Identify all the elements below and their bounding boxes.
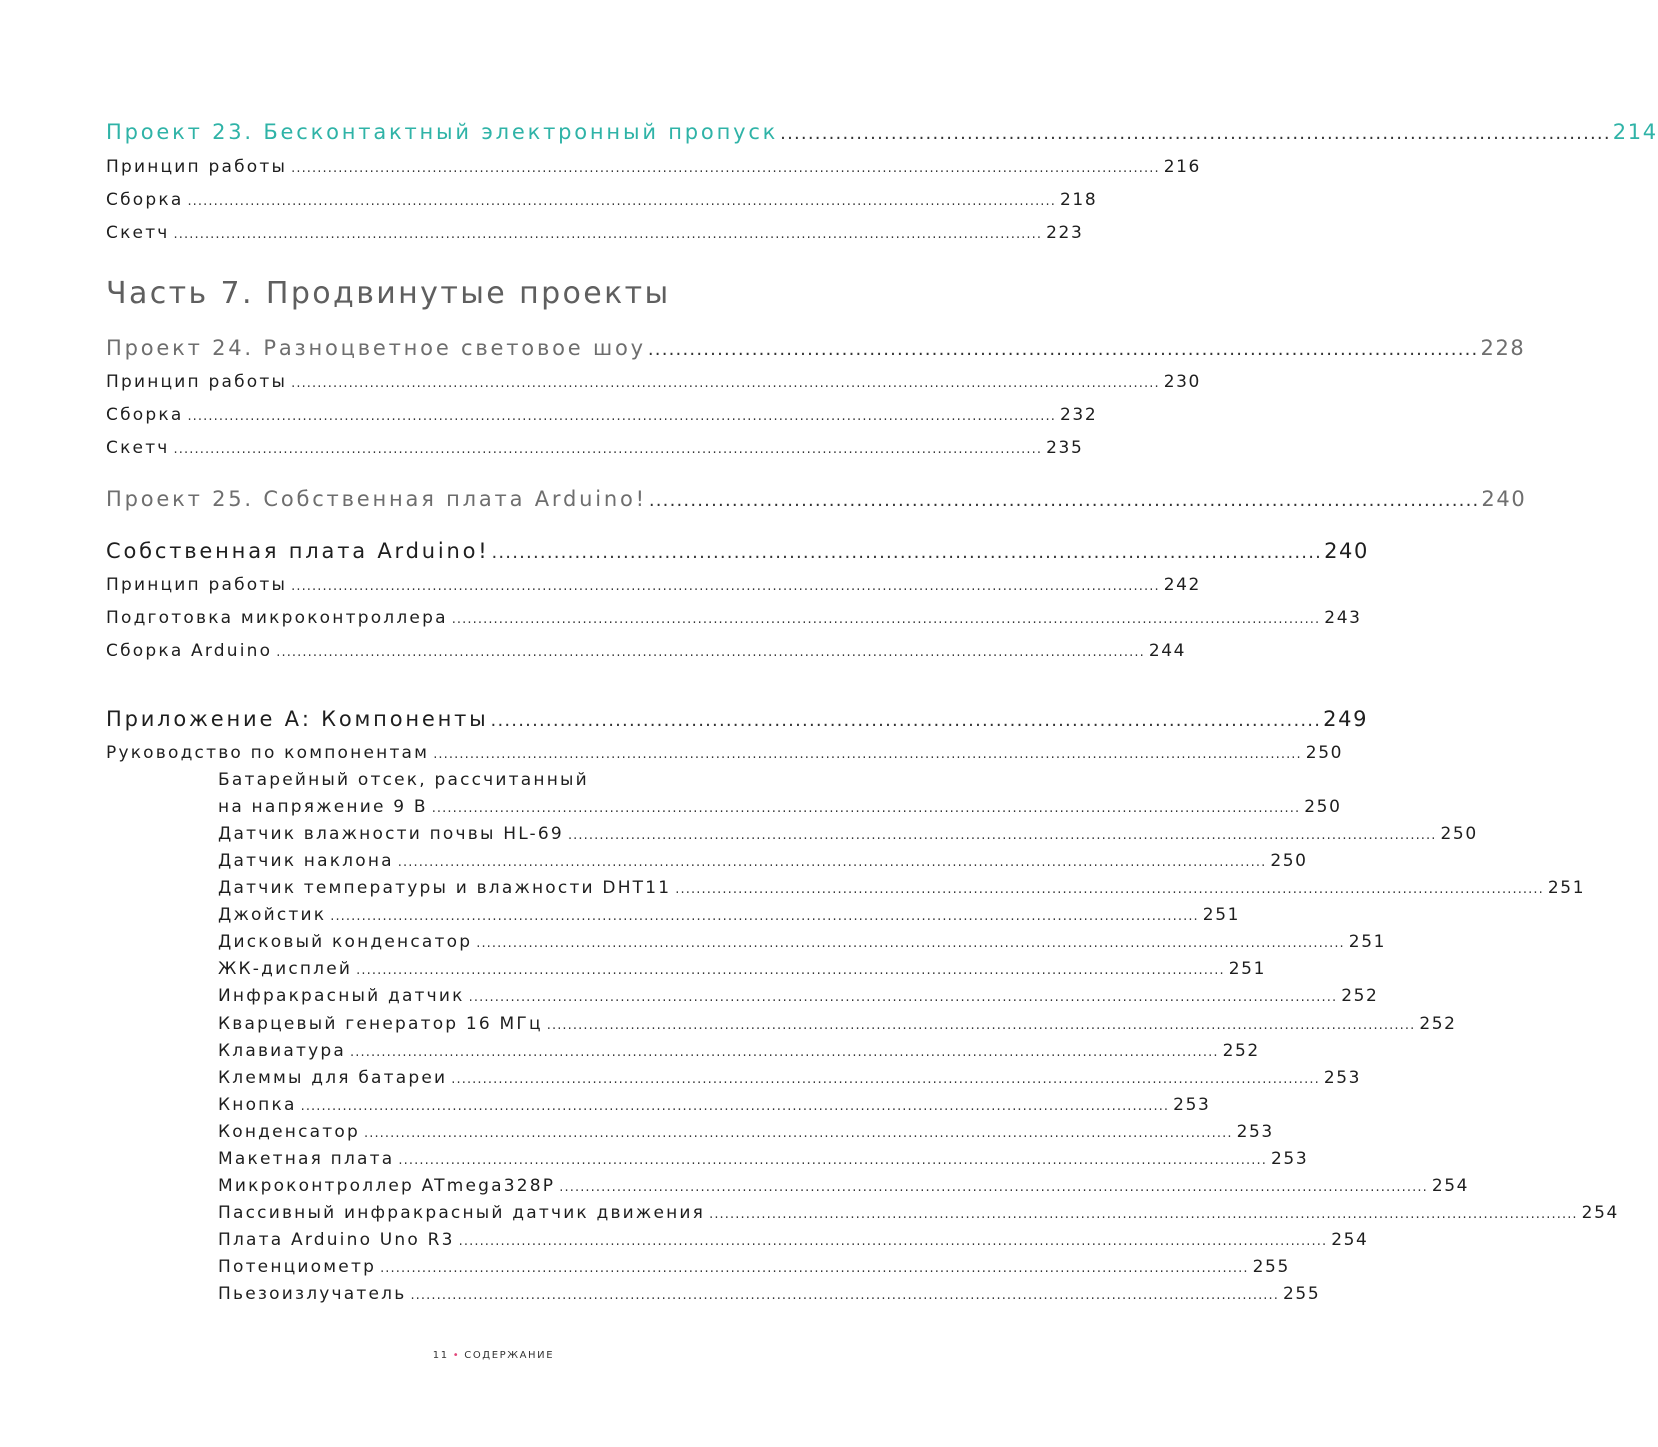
leader-dots: ......................................................................................................................................................................: [431, 801, 1301, 816]
leader-dots: ......................................................................................................................................................................: [173, 442, 1043, 457]
toc-entry[interactable]: [106, 190, 1098, 210]
leader-dots: ........................................................................................................................: [780, 123, 1611, 144]
toc-entry-title: Скетч: [106, 223, 170, 243]
leader-dots: ......................................................................................................................................................................: [567, 828, 1437, 843]
toc-entry[interactable]: [106, 743, 1344, 763]
toc-entry-page: 230: [1163, 372, 1201, 392]
toc-entry-title: Проект 25. Собственная плата Arduino!: [106, 487, 647, 511]
section-name: СОДЕРЖАНИЕ: [464, 1350, 555, 1361]
leader-dots: ......................................................................................................................................................................: [363, 1126, 1233, 1141]
leader-dots: ......................................................................................................................................................................: [291, 376, 1160, 391]
leader-dots: ......................................................................................................................................................................: [356, 963, 1225, 978]
toc-entry[interactable]: [218, 905, 1241, 925]
toc-entry-title: Принцип работы: [106, 372, 288, 392]
toc-entry-page: 250: [1305, 743, 1344, 763]
toc-entry[interactable]: [106, 405, 1098, 425]
toc-entry-page: 251: [1348, 932, 1387, 952]
toc-entry-title: Принцип работы: [106, 575, 288, 595]
toc-entry-page: 240: [1481, 487, 1527, 511]
leader-dots: ......................................................................................................................................................................: [300, 1099, 1170, 1114]
toc-entry-appendix-a[interactable]: [106, 707, 1369, 731]
toc-entry-project-23[interactable]: [106, 120, 1658, 144]
toc-entry-page: 223: [1046, 223, 1084, 243]
toc-entry[interactable]: [218, 986, 1379, 1006]
toc-entry-page: 255: [1283, 1284, 1321, 1304]
toc-entry-page: 254: [1431, 1176, 1470, 1196]
toc-entry-page: 249: [1323, 707, 1369, 731]
toc-entry[interactable]: [218, 797, 1342, 817]
toc-entry-page: 253: [1173, 1095, 1211, 1115]
toc-entry-title: на напряжение 9 В: [218, 797, 428, 817]
toc-entry[interactable]: [218, 878, 1586, 898]
toc-entry[interactable]: [218, 851, 1308, 871]
toc-entry-title: Сборка: [106, 190, 184, 210]
leader-dots: ......................................................................................................................................................................: [173, 227, 1043, 242]
leader-dots: ......................................................................................................................................................................: [276, 645, 1145, 660]
toc-entry-page: 254: [1331, 1230, 1369, 1250]
toc-entry-title: Датчик наклона: [218, 851, 394, 871]
toc-entry[interactable]: [106, 641, 1187, 661]
toc-entry[interactable]: [218, 1014, 1457, 1034]
toc-entry-title: Потенциометр: [218, 1257, 377, 1277]
toc-entry-title: Датчик влажности почвы HL-69: [218, 824, 564, 844]
toc-entry[interactable]: [218, 1068, 1362, 1088]
leader-dots: ........................................................................................................................: [490, 710, 1322, 731]
toc-entry[interactable]: [106, 608, 1362, 628]
toc-entry[interactable]: [218, 1203, 1619, 1223]
toc-entry-page: 214: [1612, 120, 1658, 144]
toc-entry-page: 232: [1060, 405, 1098, 425]
toc-entry-page: 252: [1222, 1041, 1260, 1061]
toc-entry-title: Скетч: [106, 438, 170, 458]
toc-entry-title: Макетная плата: [218, 1149, 395, 1169]
leader-dots: ......................................................................................................................................................................: [458, 1234, 1328, 1249]
toc-entry-project-25[interactable]: [106, 487, 1527, 511]
toc-entry-title: Инфракрасный датчик: [218, 986, 465, 1006]
toc-entry-page: 218: [1060, 190, 1098, 210]
leader-dots: ......................................................................................................................................................................: [291, 161, 1160, 176]
toc-entry-own-board[interactable]: [106, 539, 1369, 563]
toc-entry-title: Клавиатура: [218, 1041, 347, 1061]
toc-entry-title: Сборка: [106, 405, 184, 425]
toc-entry-title: Проект 23. Бесконтактный электронный пропуск: [106, 120, 779, 144]
toc-entry-page: 250: [1270, 851, 1308, 871]
toc-entry-title: Пассивный инфракрасный датчик движения: [218, 1203, 706, 1223]
toc-entry-page: 254: [1581, 1203, 1619, 1223]
toc-entry-page: 251: [1547, 878, 1586, 898]
leader-dots: ......................................................................................................................................................................: [451, 1072, 1320, 1087]
toc-entry-title: Собственная плата Arduino!: [106, 539, 490, 563]
toc-entry-page: 251: [1228, 959, 1266, 979]
toc-entry-title: Микроконтроллер ATmega328P: [218, 1176, 556, 1196]
leader-dots: ......................................................................................................................................................................: [433, 747, 1302, 762]
leader-dots: ......................................................................................................................................................................: [350, 1045, 1219, 1060]
toc-entry[interactable]: [218, 1041, 1260, 1061]
leader-dots: ......................................................................................................................................................................: [451, 612, 1321, 627]
toc-entry-page: 244: [1148, 641, 1187, 661]
toc-entry-title: Проект 24. Разноцветное световое шоу: [106, 336, 646, 360]
leader-dots: ......................................................................................................................................................................: [398, 1153, 1267, 1168]
leader-dots: ......................................................................................................................................................................: [397, 855, 1267, 870]
toc-entry-title: Конденсатор: [218, 1122, 360, 1142]
toc-entry-title: Кнопка: [218, 1095, 297, 1115]
leader-dots: ........................................................................................................................: [647, 339, 1479, 360]
toc-entry-title: Руководство по компонентам: [106, 743, 430, 763]
toc-entry-page: 253: [1236, 1122, 1274, 1142]
toc-entry-page: 242: [1163, 575, 1201, 595]
leader-dots: ......................................................................................................................................................................: [187, 194, 1057, 209]
toc-entry-page: 235: [1046, 438, 1084, 458]
toc-entry[interactable]: [218, 959, 1266, 979]
leader-dots: ......................................................................................................................................................................: [291, 579, 1160, 594]
toc-entry-page: 255: [1252, 1257, 1290, 1277]
toc-entry[interactable]: [106, 223, 1084, 243]
toc-entry-page: 240: [1324, 539, 1369, 563]
leader-dots: ......................................................................................................................................................................: [559, 1180, 1428, 1195]
leader-dots: ......................................................................................................................................................................: [380, 1261, 1249, 1276]
toc-entry-title: Датчик температуры и влажности DHT11: [218, 878, 672, 898]
toc-entry-title: Подготовка микроконтроллера: [106, 608, 448, 628]
toc-entry[interactable]: [218, 1149, 1309, 1169]
toc-entry[interactable]: [218, 1230, 1369, 1250]
toc-entry-title: Кварцевый генератор 16 МГц: [218, 1014, 543, 1034]
toc-entry[interactable]: [218, 932, 1387, 952]
leader-dots: ......................................................................................................................................................................: [187, 409, 1057, 424]
toc-entry[interactable]: [106, 438, 1084, 458]
toc-entry-title: Приложение А: Компоненты: [106, 707, 489, 731]
toc-entry-page: 251: [1202, 905, 1241, 925]
toc-entry[interactable]: [218, 1257, 1290, 1277]
toc-entry[interactable]: [106, 372, 1201, 392]
leader-dots: ......................................................................................................................................................................: [675, 882, 1544, 897]
toc-entry[interactable]: [106, 157, 1201, 177]
toc-entry-title: Клеммы для батареи: [218, 1068, 448, 1088]
toc-entry-page: 250: [1440, 824, 1478, 844]
leader-dots: ......................................................................................................................................................................: [410, 1288, 1280, 1303]
bullet-icon: •: [452, 1350, 461, 1361]
toc-entry-page: 252: [1341, 986, 1379, 1006]
toc-entry-title: ЖК-дисплей: [218, 959, 353, 979]
toc-entry-page: 216: [1163, 157, 1201, 177]
toc-entry-page: 228: [1480, 336, 1526, 360]
toc-entry-project-24[interactable]: [106, 336, 1526, 360]
toc-entry[interactable]: [218, 824, 1478, 844]
page-number: 11: [432, 1350, 449, 1361]
page-footer: [0, 1350, 987, 1361]
toc-entry[interactable]: [106, 575, 1201, 595]
leader-dots: ........................................................................................................................: [648, 490, 1480, 511]
leader-dots: ......................................................................................................................................................................: [546, 1018, 1416, 1033]
leader-dots: ......................................................................................................................................................................: [330, 909, 1199, 924]
toc-entry[interactable]: [218, 1176, 1470, 1196]
toc-entry-page: 253: [1323, 1068, 1362, 1088]
leader-dots: ......................................................................................................................................................................: [709, 1207, 1578, 1222]
toc-entry-title: Плата Arduino Uno R3: [218, 1230, 455, 1250]
toc-entry-title: Дисковый конденсатор: [218, 932, 473, 952]
toc-entry[interactable]: [218, 1122, 1274, 1142]
toc-entry-title: Сборка Arduino: [106, 641, 273, 661]
leader-dots: ......................................................................................................................................................................: [476, 936, 1345, 951]
toc-entry-title: Пьезоизлучатель: [218, 1284, 407, 1304]
toc-entry-page: 253: [1270, 1149, 1309, 1169]
toc-entry[interactable]: [218, 1095, 1211, 1115]
toc-entry[interactable]: [218, 1284, 1321, 1304]
toc-entry-title: Джойстик: [218, 905, 327, 925]
toc-entry-title: Принцип работы: [106, 157, 288, 177]
part-heading: Часть 7. Продвинутые проекты: [106, 276, 671, 311]
leader-dots: ......................................................................................................................................................................: [468, 990, 1338, 1005]
toc-entry-page: 243: [1324, 608, 1362, 628]
toc-entry-title-line1: Батарейный отсек, рассчитанный: [218, 770, 589, 790]
leader-dots: ........................................................................................................................: [491, 542, 1323, 563]
toc-entry-page: 250: [1304, 797, 1342, 817]
toc-entry-page: 252: [1419, 1014, 1457, 1034]
